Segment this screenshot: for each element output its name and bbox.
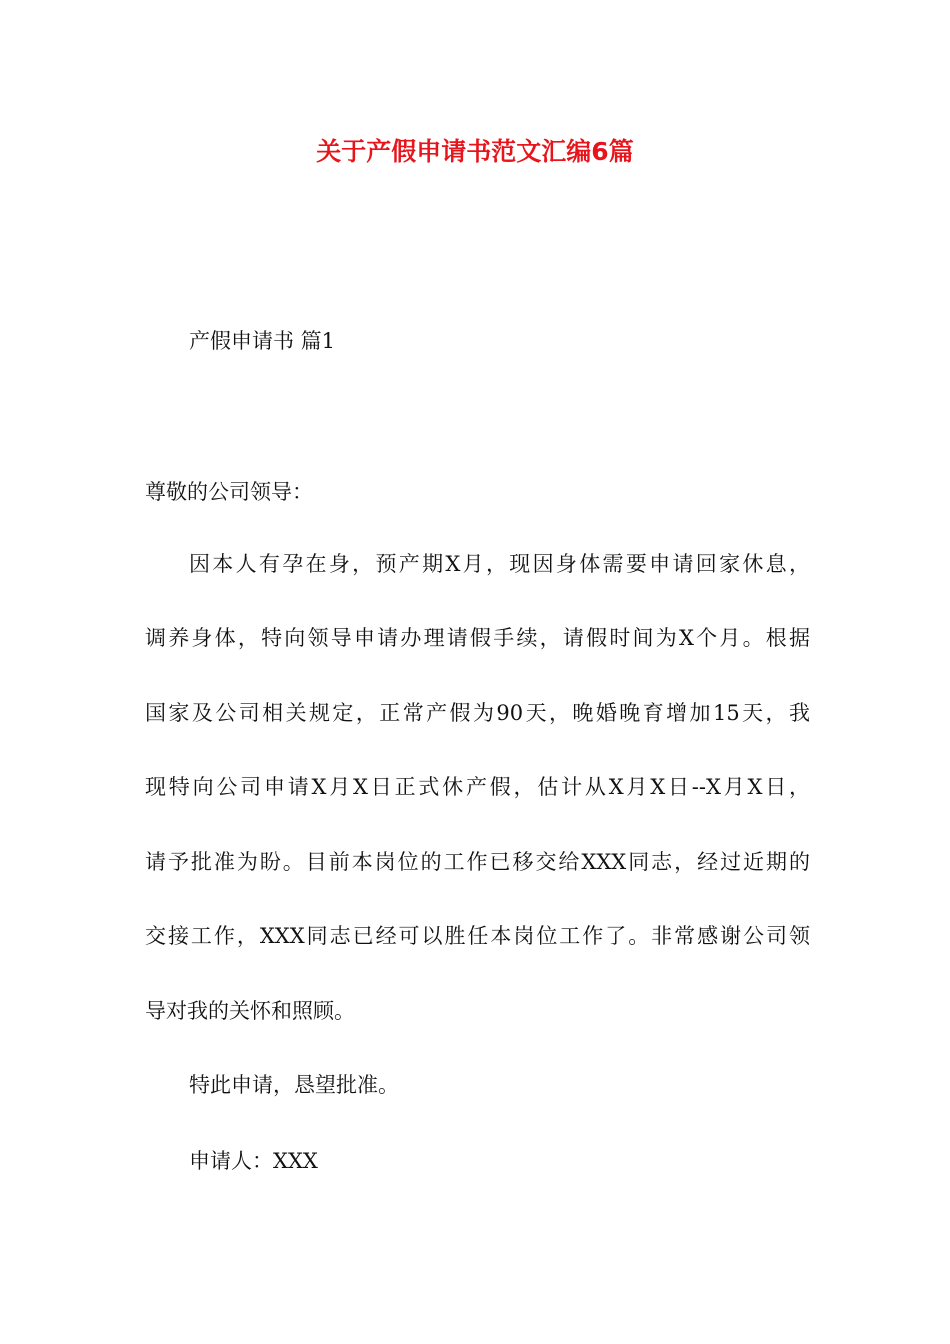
body-line: 导对我的关怀和照顾。 [145,999,355,1023]
body-line: 交接工作，XXX同志已经可以胜任本岗位工作了。非常感谢公司领 [145,924,810,948]
closing-line: 特此申请，恳望批准。 [189,1073,399,1097]
body-line: 国家及公司相关规定，正常产假为90天，晚婚晚育增加15天，我 [145,701,810,725]
body-line: 调养身体，特向领导申请办理请假手续，请假时间为X个月。根据 [145,626,810,650]
body-line: 现特向公司申请X月X日正式休产假，估计从X月X日--X月X日， [145,775,810,799]
document-title: 关于产假申请书范文汇编6篇 [316,137,634,166]
section-heading: 产假申请书 篇1 [189,329,336,353]
salutation: 尊敬的公司领导： [145,480,313,504]
applicant-line: 申请人：XXX [189,1149,318,1173]
body-line: 因本人有孕在身，预产期X月，现因身体需要申请回家休息， [189,552,810,576]
body-line: 请予批准为盼。目前本岗位的工作已移交给XXX同志，经过近期的 [145,850,810,874]
